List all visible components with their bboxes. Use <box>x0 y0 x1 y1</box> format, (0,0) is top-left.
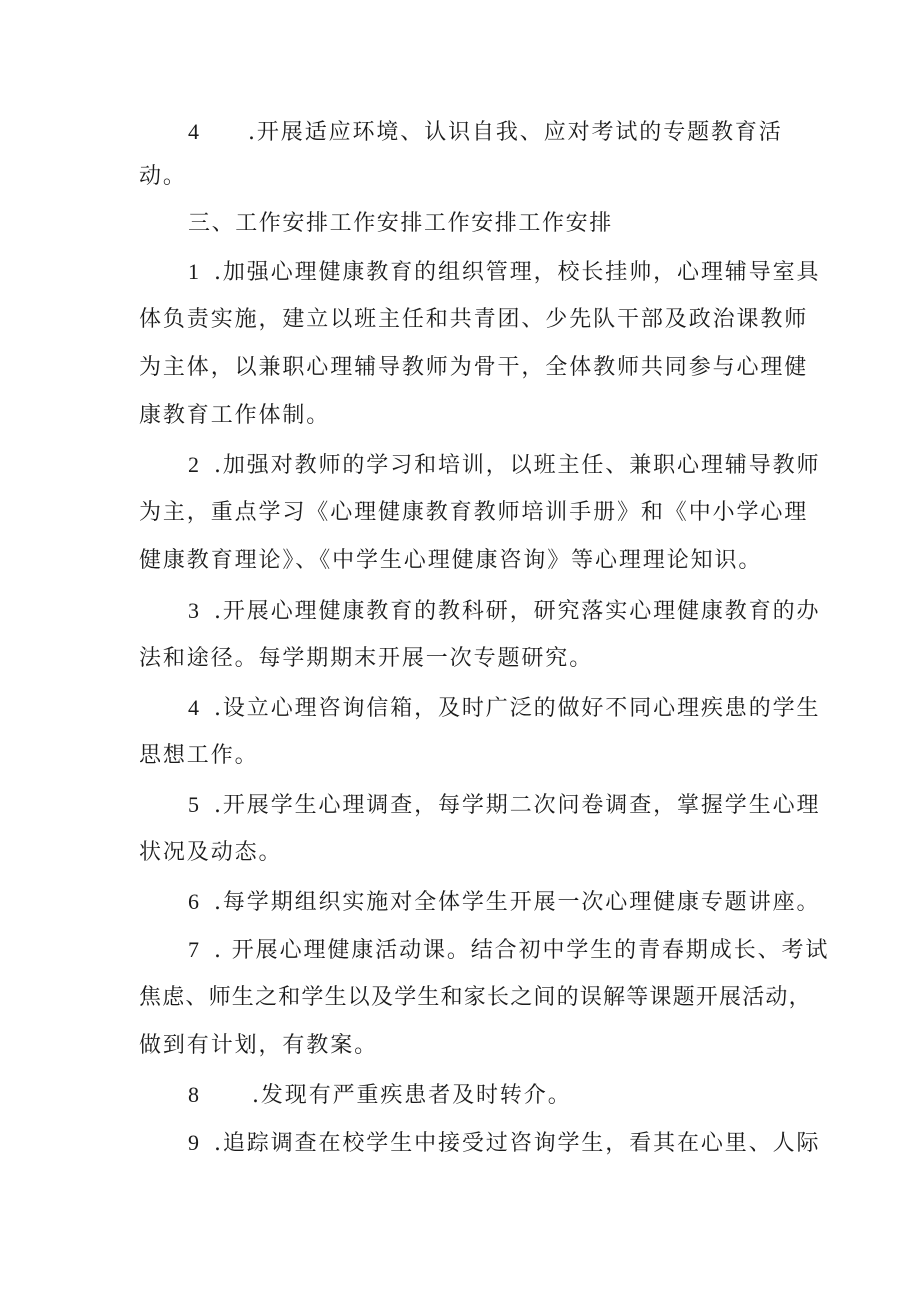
section-heading-text: 三、工作安排工作安排工作安排工作安排 <box>188 211 613 236</box>
item-text: 法和途径。每学期期末开展一次专题研究。 <box>139 646 594 671</box>
item-text: .发现有严重疾患者及时转介。 <box>252 1083 572 1108</box>
item-number: 4 <box>188 119 199 144</box>
item-number: 2 <box>188 452 199 477</box>
item-text: 为主，重点学习《心理健康教育教师培训手册》和《中小学心理 <box>139 500 809 525</box>
item-number: 8 <box>188 1082 199 1107</box>
paragraph-line <box>139 353 808 383</box>
paragraph-line <box>139 838 282 868</box>
paragraph-line <box>139 983 812 1013</box>
item-text: 体负责实施，建立以班主任和共青团、少先队干部及政治课教师 <box>139 307 809 332</box>
item-text: 做到有计划，有教案。 <box>139 1033 379 1058</box>
paragraph-line <box>139 305 808 335</box>
item-text: 状况及动态。 <box>139 840 283 865</box>
item-text: . 开展心理健康活动课。结合初中学生的青春期成长、考试 <box>214 938 830 963</box>
item-number: 4 <box>188 695 199 720</box>
item-text: 健康教育理论》、《中学生心理健康咨询》等心理理论知识。 <box>139 548 763 573</box>
item-text: .开展心理健康教育的教科研，研究落实心理健康教育的办 <box>214 599 821 624</box>
paragraph-line <box>188 1128 820 1159</box>
paragraph-line <box>139 741 259 771</box>
item-text: 康教育工作体制。 <box>139 403 331 428</box>
item-text: 为主体，以兼职心理辅导教师为骨干，全体教师共同参与心理健 <box>139 355 809 380</box>
paragraph-line <box>188 596 820 627</box>
paragraph-line <box>139 644 593 674</box>
item-number: 6 <box>188 889 199 914</box>
paragraph-line <box>139 401 330 431</box>
paragraph-line <box>188 693 820 724</box>
item-text: 思想工作。 <box>139 743 259 768</box>
item-text: .开展学生心理调查，每学期二次问卷调查，掌握学生心理 <box>214 793 821 818</box>
item-text: .开展适应环境、认识自我、应对考试的专题教育活 <box>248 120 783 145</box>
paragraph-line <box>188 1080 572 1111</box>
paragraph-line <box>139 498 808 528</box>
item-text: 焦虑、师生之和学生以及学生和家长之间的误解等课题开展活动， <box>139 985 812 1010</box>
item-text: 动。 <box>139 164 187 189</box>
item-number: 1 <box>188 259 199 284</box>
paragraph-line <box>188 257 820 288</box>
item-text: .设立心理咨询信箱，及时广泛的做好不同心理疾患的学生 <box>214 696 821 721</box>
paragraph-line <box>188 117 783 148</box>
item-number: 5 <box>188 792 199 817</box>
item-text: .加强对教师的学习和培训，以班主任、兼职心理辅导教师 <box>214 453 821 478</box>
item-number: 3 <box>188 598 199 623</box>
paragraph-line <box>139 546 762 576</box>
paragraph-line <box>139 162 187 192</box>
item-number: 9 <box>188 1130 199 1155</box>
paragraph-line <box>188 935 829 966</box>
item-text: .追踪调查在校学生中接受过咨询学生，看其在心里、人际 <box>214 1131 821 1156</box>
section-heading <box>188 209 613 239</box>
paragraph-line <box>139 1031 378 1061</box>
item-text: .每学期组织实施对全体学生开展一次心理健康专题讲座。 <box>214 890 821 915</box>
paragraph-line <box>188 450 820 481</box>
item-text: .加强心理健康教育的组织管理，校长挂帅，心理辅导室具 <box>214 260 821 285</box>
paragraph-line <box>188 887 820 918</box>
paragraph-line <box>188 790 820 821</box>
item-number: 7 <box>188 937 199 962</box>
